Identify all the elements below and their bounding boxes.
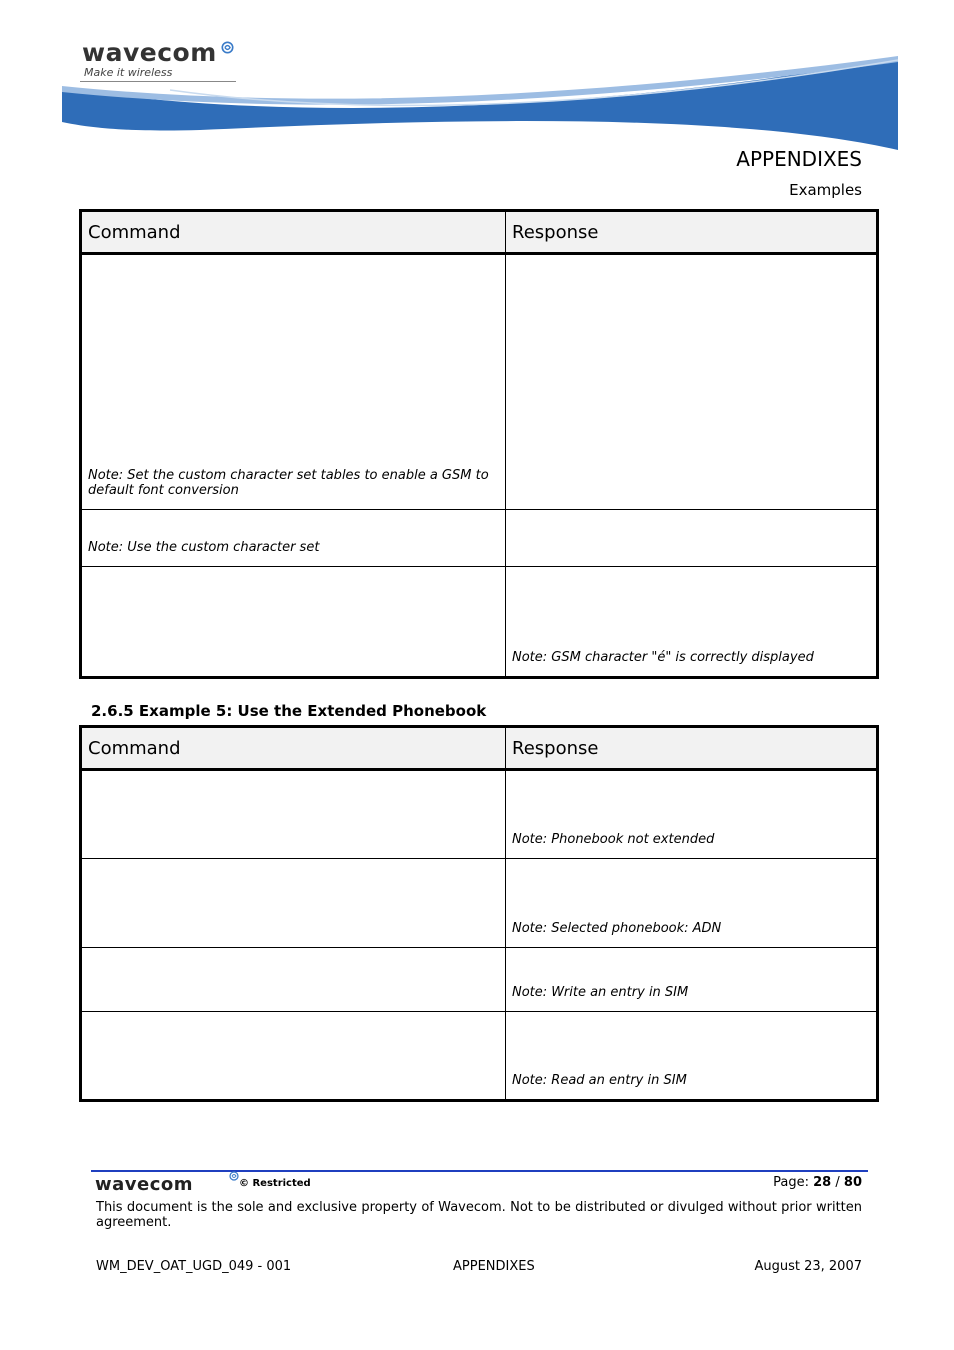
response-cell: Note: Selected phonebook: ADN [506, 859, 878, 948]
section-subtitle: Examples [789, 181, 862, 199]
logo-tagline: Make it wireless [84, 66, 173, 79]
document-reference: WM_DEV_OAT_UGD_049 - 001 [96, 1259, 292, 1274]
phonebook-table [79, 725, 879, 1102]
page-current: 28 [813, 1175, 832, 1190]
table-row [81, 254, 878, 510]
header-swoosh-banner [0, 50, 954, 160]
document-date: August 23, 2007 [754, 1259, 862, 1274]
response-cell: Note: Phonebook not extended [506, 770, 878, 859]
footer-section-name: APPENDIXES [453, 1259, 535, 1274]
command-cell: Note: Set the custom character set tables to enable a GSM to default font conversion [81, 254, 506, 510]
wavecom-swirl-icon [229, 1171, 239, 1181]
response-cell: Note: Write an entry in SIM [506, 948, 878, 1012]
command-column-header: Command [81, 727, 506, 770]
page-label: Page: [773, 1175, 809, 1190]
confidentiality-notice: This document is the sole and exclusive property of Wavecom. Not to be distributed or divulged without prior written agreement. [96, 1200, 862, 1230]
command-cell [81, 948, 506, 1012]
wavecom-logo-text: wavecom [82, 38, 217, 67]
section-heading: 2.6.5 Example 5: Use the Extended Phonebook [91, 702, 487, 720]
table-row [81, 948, 878, 1012]
examples-table [79, 209, 879, 679]
table-row [81, 510, 878, 567]
command-cell [81, 770, 506, 859]
response-cell: Note: GSM character "é" is correctly displayed [506, 567, 878, 678]
command-cell: Note: Use the custom character set [81, 510, 506, 567]
response-cell [506, 254, 878, 510]
table-row [81, 1012, 878, 1101]
footer-logo-text: wavecom [95, 1174, 194, 1195]
command-cell [81, 567, 506, 678]
section-title: APPENDIXES [736, 147, 862, 171]
table-row [81, 859, 878, 948]
command-cell [81, 1012, 506, 1101]
table-row [81, 770, 878, 859]
page-separator: / [835, 1175, 840, 1190]
table-header-row [81, 727, 878, 770]
response-cell [506, 510, 878, 567]
page-indicator [773, 1175, 862, 1190]
response-column-header: Response [506, 727, 878, 770]
footer-divider [91, 1170, 868, 1172]
restricted-label: © Restricted [239, 1178, 311, 1189]
page-total: 80 [843, 1175, 862, 1190]
response-column-header: Response [506, 211, 878, 254]
table-header-row [81, 211, 878, 254]
response-cell: Note: Read an entry in SIM [506, 1012, 878, 1101]
command-cell [81, 859, 506, 948]
table-row [81, 567, 878, 678]
command-column-header: Command [81, 211, 506, 254]
